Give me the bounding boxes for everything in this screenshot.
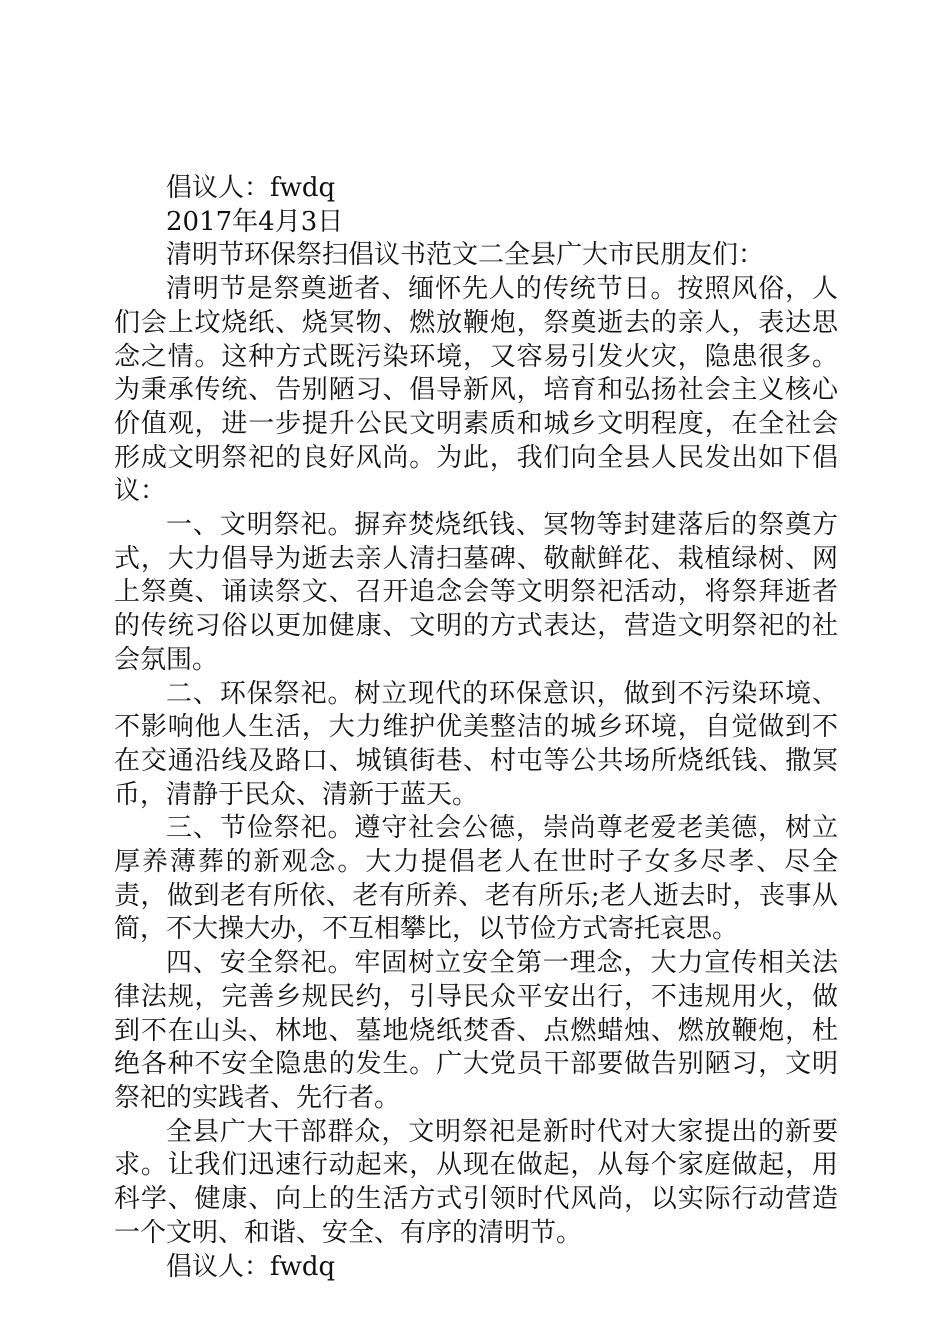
intro-paragraph: 清明节是祭奠逝者、缅怀先人的传统节日。按照风俗，人们会上坟烧纸、烧冥物、燃放鞭炮，祭奠逝去的亲人，表达思念之情。这种方式既污染环境，又容易引发火灾，隐患很多。为秉承传统、告别陋习、倡导新风，培育和弘扬社会主义核心价值观，进一步提升公民文明素质和城乡文明程度，在全社会形成文明祭祀的良好风尚。为此，我们向全县人民发出如下倡议：	[114, 274, 838, 507]
item-environmental-sacrifice: 二、环保祭祀。树立现代的环保意识，做到不污染环境、不影响他人生活，大力维护优美整洁的城乡环境，自觉做到不在交通沿线及路口、城镇街巷、村屯等公共场所烧纸钱、撒冥币，清静于民众、清新于蓝天。	[114, 678, 838, 810]
initiator-line: 倡议人：fwdq	[166, 173, 336, 203]
item-civilized-sacrifice: 一、文明祭祀。摒弃焚烧纸钱、冥物等封建落后的祭奠方式，大力倡导为逝去亲人清扫墓碑、敬献鲜花、栽植绿树、网上祭奠、诵读祭文、召开追念会等文明祭祀活动，将祭拜逝者的传统习俗以更加健康、文明的方式表达，营造文明祭祀的社会氛围。	[114, 510, 838, 675]
closing-paragraph: 全县广大干部群众，文明祭祀是新时代对大家提出的新要求。让我们迅速行动起来，从现在做起，从每个家庭做起，用科学、健康、向上的生活方式引领时代风尚，以实际行动营造一个文明、和谐、安全、有序的清明节。	[114, 1116, 838, 1248]
document-body	[114, 172, 838, 1284]
item-safe-sacrifice: 四、安全祭祀。牢固树立安全第一理念，大力宣传相关法律法规，完善乡规民约，引导民众平安出行，不违规用火，做到不在山头、林地、墓地烧纸焚香、点燃蜡烛、燃放鞭炮，杜绝各种不安全隐患的发生。广大党员干部要做告别陋习，文明祭祀的实践者、先行者。	[114, 948, 838, 1113]
title-salutation-line: 清明节环保祭扫倡议书范文二全县广大市民朋友们：	[166, 240, 765, 271]
item-frugal-sacrifice: 三、节俭祭祀。遵守社会公德，崇尚尊老爱老美德，树立厚养薄葬的新观念。大力提倡老人在世时子女多尽孝、尽全责，做到老有所依、老有所养、老有所乐;老人逝去时，丧事从简，不大操大办，不互相攀比，以节俭方式寄托哀思。	[114, 813, 838, 945]
initiator-signature-line: 倡议人：fwdq	[166, 1251, 336, 1282]
date-line: 2017年4月3日	[166, 206, 344, 237]
